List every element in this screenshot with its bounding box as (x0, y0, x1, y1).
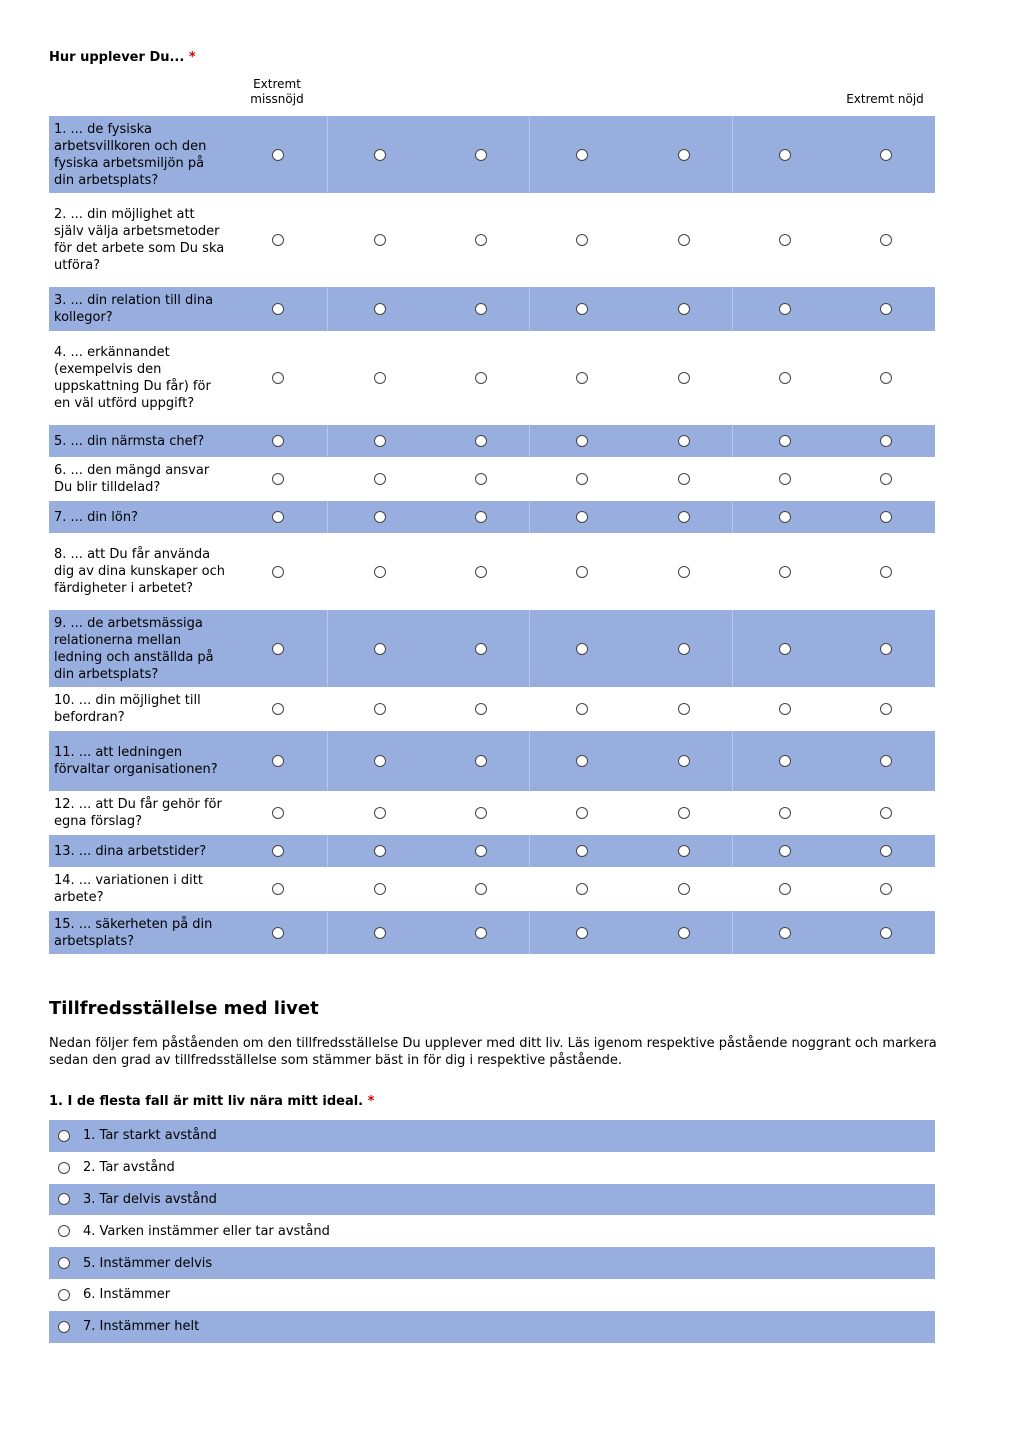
rating-radio[interactable] (272, 643, 284, 655)
matrix-row-label: 14. ... variationen i ditt arbete? (54, 873, 203, 905)
rating-radio[interactable] (678, 511, 690, 523)
rating-radio[interactable] (678, 643, 690, 655)
rating-radio[interactable] (678, 435, 690, 447)
column-divider (327, 911, 328, 954)
option-row[interactable] (49, 1120, 935, 1152)
option-label[interactable]: 3. Tar delvis avstånd (83, 1191, 217, 1207)
column-divider (529, 835, 530, 867)
rating-radio[interactable] (272, 234, 284, 246)
rating-radio[interactable] (576, 927, 588, 939)
rating-radio[interactable] (576, 643, 588, 655)
rating-radio[interactable] (374, 845, 386, 857)
rating-radio[interactable] (779, 643, 791, 655)
option-row[interactable] (49, 1247, 935, 1279)
rating-radio[interactable] (475, 703, 487, 715)
rating-radio[interactable] (880, 643, 892, 655)
rating-radio[interactable] (576, 435, 588, 447)
rating-radio[interactable] (880, 883, 892, 895)
matrix-row-label: 3. ... din relation till dina kollegor? (54, 293, 214, 325)
required-marker: * (188, 50, 196, 65)
rating-radio[interactable] (374, 807, 386, 819)
rating-radio[interactable] (475, 511, 487, 523)
matrix-row-label: 10. ... din möjlighet till befordran? (54, 693, 201, 725)
column-divider (327, 501, 328, 533)
matrix-row-label: 11. ... att ledningen förvaltar organisationen? (54, 745, 218, 777)
rating-radio[interactable] (779, 566, 791, 578)
column-divider (732, 731, 733, 791)
scale-label-max: Extremt nöjd (846, 92, 924, 106)
rating-radio[interactable] (475, 435, 487, 447)
rating-radio[interactable] (475, 883, 487, 895)
rating-radio[interactable] (880, 807, 892, 819)
option-row[interactable] (49, 1152, 935, 1184)
rating-radio[interactable] (678, 473, 690, 485)
rating-radio[interactable] (475, 473, 487, 485)
matrix-row-label: 12. ... att Du får gehör för egna förslag? (54, 797, 222, 829)
rating-radio[interactable] (678, 372, 690, 384)
column-divider (732, 287, 733, 331)
rating-radio[interactable] (880, 755, 892, 767)
rating-radio[interactable] (678, 755, 690, 767)
rating-radio[interactable] (272, 566, 284, 578)
rating-radio[interactable] (272, 511, 284, 523)
option-list (49, 1120, 935, 1343)
rating-radio[interactable] (374, 643, 386, 655)
rating-radio[interactable] (374, 703, 386, 715)
matrix-row-label: 5. ... din närmsta chef? (54, 433, 205, 449)
rating-radio[interactable] (272, 303, 284, 315)
option-label[interactable]: 1. Tar starkt avstånd (83, 1128, 217, 1144)
matrix-row (49, 287, 935, 331)
rating-radio[interactable] (374, 755, 386, 767)
rating-radio[interactable] (576, 883, 588, 895)
rating-radio[interactable] (576, 566, 588, 578)
rating-radio[interactable] (576, 372, 588, 384)
rating-radio[interactable] (678, 703, 690, 715)
rating-radio[interactable] (374, 566, 386, 578)
rating-radio[interactable] (475, 566, 487, 578)
rating-radio[interactable] (374, 883, 386, 895)
question-title (49, 50, 196, 65)
section-description: Nedan följer fem påståenden om den tillfredsställelse Du upplever med ditt liv. Läs igenom respektive påstående noggrant och markera sedan den grad av tillfredsställelse som stämmer bäst in för dig i respektive påstående. (49, 1036, 937, 1068)
rating-radio[interactable] (374, 473, 386, 485)
rating-radio[interactable] (880, 234, 892, 246)
rating-radio[interactable] (779, 511, 791, 523)
rating-radio[interactable] (374, 435, 386, 447)
rating-radio[interactable] (272, 703, 284, 715)
rating-radio[interactable] (475, 927, 487, 939)
rating-radio[interactable] (374, 303, 386, 315)
column-divider (529, 911, 530, 954)
rating-radio[interactable] (779, 303, 791, 315)
option-label[interactable]: 5. Instämmer delvis (83, 1255, 213, 1271)
rating-radio[interactable] (475, 303, 487, 315)
rating-radio[interactable] (678, 234, 690, 246)
column-divider (529, 731, 530, 791)
rating-radio[interactable] (272, 149, 284, 161)
rating-radio[interactable] (576, 845, 588, 857)
rating-radio[interactable] (678, 927, 690, 939)
rating-radio[interactable] (880, 703, 892, 715)
matrix-row-label: 9. ... de arbetsmässiga relationerna mellan ledning och anställda på din arbetsplats? (54, 615, 214, 682)
rating-radio[interactable] (678, 149, 690, 161)
rating-radio[interactable] (272, 372, 284, 384)
option-row[interactable] (49, 1311, 935, 1343)
rating-radio[interactable] (475, 234, 487, 246)
question-title (49, 1094, 374, 1109)
column-divider (327, 731, 328, 791)
rating-radio[interactable] (779, 883, 791, 895)
scale-label-min: Extremt missnöjd (250, 77, 304, 106)
rating-radio[interactable] (475, 755, 487, 767)
rating-radio[interactable] (678, 807, 690, 819)
question-title-text: Hur upplever Du... (49, 50, 185, 65)
rating-radio[interactable] (779, 807, 791, 819)
rating-radio[interactable] (374, 372, 386, 384)
column-divider (327, 610, 328, 687)
rating-radio[interactable] (576, 703, 588, 715)
column-divider (732, 911, 733, 954)
rating-radio[interactable] (272, 473, 284, 485)
matrix-row-label: 1. ... de fysiska arbetsvillkoren och den fysiska arbetsmiljön på din arbetsplats? (54, 121, 207, 188)
rating-radio[interactable] (678, 883, 690, 895)
column-divider (732, 835, 733, 867)
rating-radio[interactable] (880, 511, 892, 523)
rating-radio[interactable] (779, 435, 791, 447)
matrix-row (49, 425, 935, 457)
matrix-row (49, 835, 935, 867)
option-row[interactable] (49, 1215, 935, 1247)
column-divider (529, 501, 530, 533)
matrix-row (49, 610, 935, 687)
rating-radio[interactable] (576, 807, 588, 819)
rating-radio[interactable] (475, 372, 487, 384)
rating-radio[interactable] (880, 473, 892, 485)
rating-radio[interactable] (576, 511, 588, 523)
option-radio[interactable] (58, 1225, 70, 1237)
option-radio[interactable] (58, 1289, 70, 1301)
rating-radio[interactable] (880, 566, 892, 578)
column-divider (732, 501, 733, 533)
option-label[interactable]: 4. Varken instämmer eller tar avstånd (83, 1223, 330, 1239)
matrix-row-label: 7. ... din lön? (54, 509, 139, 525)
rating-radio[interactable] (779, 149, 791, 161)
rating-radio[interactable] (272, 755, 284, 767)
option-row[interactable] (49, 1279, 935, 1311)
rating-radio[interactable] (374, 511, 386, 523)
rating-radio[interactable] (678, 845, 690, 857)
rating-radio[interactable] (880, 372, 892, 384)
matrix-row-label: 13. ... dina arbetstider? (54, 843, 207, 859)
option-radio[interactable] (58, 1162, 70, 1174)
option-radio[interactable] (58, 1257, 70, 1269)
matrix-row (49, 911, 935, 954)
rating-radio[interactable] (272, 807, 284, 819)
option-radio[interactable] (58, 1130, 70, 1142)
column-divider (529, 610, 530, 687)
rating-radio[interactable] (475, 643, 487, 655)
rating-radio[interactable] (678, 566, 690, 578)
section-title: Tillfredsställelse med livet (49, 998, 319, 1019)
rating-radio[interactable] (475, 845, 487, 857)
rating-radio[interactable] (576, 755, 588, 767)
rating-radio[interactable] (779, 473, 791, 485)
option-radio[interactable] (58, 1321, 70, 1333)
rating-radio[interactable] (475, 149, 487, 161)
rating-radio[interactable] (880, 149, 892, 161)
rating-radio[interactable] (779, 927, 791, 939)
option-label[interactable]: 6. Instämmer (83, 1287, 171, 1303)
rating-radio[interactable] (880, 435, 892, 447)
rating-radio[interactable] (272, 845, 284, 857)
rating-radio[interactable] (880, 303, 892, 315)
rating-radio[interactable] (272, 435, 284, 447)
rating-radio[interactable] (779, 234, 791, 246)
rating-radio[interactable] (272, 883, 284, 895)
option-radio[interactable] (58, 1193, 70, 1205)
matrix-row (49, 791, 935, 835)
rating-radio[interactable] (779, 703, 791, 715)
matrix-row (49, 731, 935, 791)
rating-radio[interactable] (576, 149, 588, 161)
rating-radio[interactable] (779, 755, 791, 767)
option-row[interactable] (49, 1184, 935, 1216)
rating-radio[interactable] (374, 149, 386, 161)
rating-radio[interactable] (880, 927, 892, 939)
matrix-row (49, 193, 935, 287)
rating-radio[interactable] (374, 927, 386, 939)
column-divider (327, 116, 328, 193)
required-marker: * (367, 1094, 375, 1109)
column-divider (327, 835, 328, 867)
rating-radio[interactable] (576, 234, 588, 246)
column-divider (732, 116, 733, 193)
matrix-row-label: 15. ... säkerheten på din arbetsplats? (54, 916, 213, 949)
matrix-row (49, 457, 935, 501)
rating-radio[interactable] (880, 845, 892, 857)
matrix-row (49, 533, 935, 610)
rating-radio[interactable] (576, 473, 588, 485)
column-divider (327, 425, 328, 457)
matrix-row-label: 4. ... erkännandet (exempelvis den uppskattning Du får) för en väl utförd uppgift? (54, 345, 211, 411)
rating-matrix (49, 116, 935, 954)
option-label[interactable]: 7. Instämmer helt (83, 1319, 200, 1335)
column-divider (529, 116, 530, 193)
matrix-row (49, 687, 935, 731)
column-divider (529, 425, 530, 457)
rating-radio[interactable] (576, 303, 588, 315)
option-label[interactable]: 2. Tar avstånd (83, 1160, 175, 1176)
matrix-row (49, 331, 935, 425)
rating-radio[interactable] (678, 303, 690, 315)
rating-radio[interactable] (272, 927, 284, 939)
question-title-text: 1. I de flesta fall är mitt liv nära mitt ideal. (49, 1094, 364, 1109)
matrix-row (49, 116, 935, 193)
matrix-row (49, 501, 935, 533)
column-divider (732, 425, 733, 457)
column-divider (327, 287, 328, 331)
matrix-row-label: 2. ... din möjlighet att själv välja arbetsmetoder för det arbete som Du ska utföra? (54, 207, 225, 273)
rating-radio[interactable] (374, 234, 386, 246)
matrix-row-label: 6. ... den mängd ansvar Du blir tilldelad? (54, 463, 210, 495)
matrix-row-label: 8. ... att Du får använda dig av dina kunskaper och färdigheter i arbetet? (54, 547, 225, 596)
column-divider (529, 287, 530, 331)
rating-radio[interactable] (779, 372, 791, 384)
column-divider (732, 610, 733, 687)
rating-radio[interactable] (779, 845, 791, 857)
rating-radio[interactable] (475, 807, 487, 819)
matrix-row (49, 867, 935, 911)
